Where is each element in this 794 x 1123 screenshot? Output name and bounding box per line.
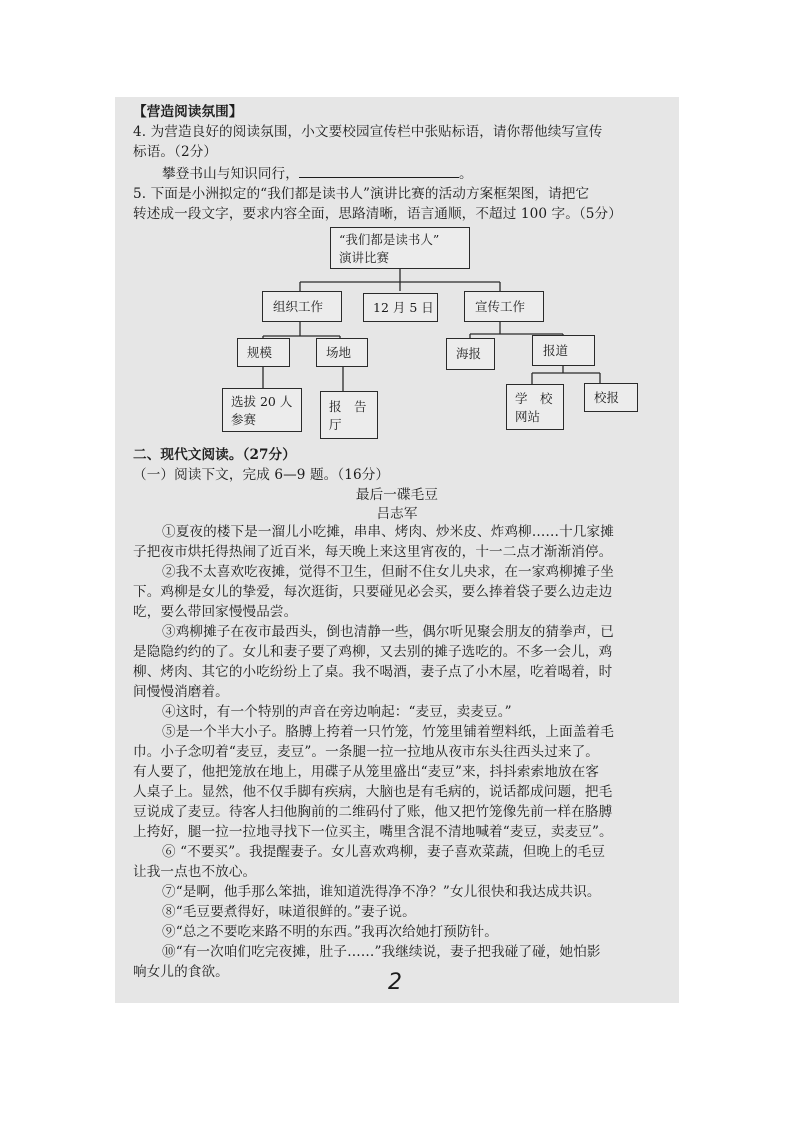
para-line: ①夏夜的楼下是一溜儿小吃摊，串串、烤肉、炒米皮、炸鸡柳……十几家摊 (162, 524, 614, 540)
diagram-select-box (222, 388, 302, 432)
para-line: ⑥ “不要买”。我提醒妻子。女儿喜欢鸡柳，妻子喜欢菜蔬，但晚上的毛豆 (162, 844, 606, 860)
para-line: 子把夜市烘托得热闹了近百米，每天晚上来这里宵夜的，十一二点才渐渐消停。 (133, 544, 613, 560)
select-line-2: 参赛 (231, 412, 257, 427)
web-line-1: 学 校 (515, 391, 553, 406)
para-line: ⑧“毛豆要煮得好，味道很鲜的。”妻子说。 (162, 904, 416, 920)
para-line: 响女儿的食欲。 (133, 964, 229, 980)
poster-label: 海报 (456, 346, 482, 361)
q4-line-1: 4. 为营造良好的阅读氛围，小文要校园宣传栏中张贴标语，请你帮他续写宣传 (133, 124, 603, 140)
hall-line-1: 报 告 (329, 399, 367, 414)
diagram-hall-box (320, 391, 378, 439)
para-line: ②我不太喜欢吃夜摊，觉得不卫生，但耐不住女儿央求，在一家鸡柳摊子坐 (162, 564, 614, 580)
diagram-root-box (330, 227, 470, 269)
diagram-venue-box (316, 338, 368, 367)
org-label: 组织工作 (273, 299, 324, 314)
para-line: ⑨“总之不要吃来路不明的东西。”我再次给她打预防针。 (162, 924, 498, 940)
hall-line-2: 厅 (329, 417, 342, 432)
diagram-org-box (262, 291, 342, 322)
para-line: 豆说成了麦豆。待客人扫他胸前的二维码付了账，他又把竹笼像先前一样在胳膊 (133, 804, 613, 820)
q5-line-2: 转述成一段文字，要求内容全面，思路清晰，语言通顺，不超过 100 字。（5分） (133, 206, 622, 222)
article-author: 吕志军 (376, 506, 418, 522)
q4-prompt: 攀登书山与知识同行， (162, 166, 299, 182)
para-line: ③鸡柳摊子在夜市最西头，倒也清静一些，偶尔听见聚会朋友的猜拳声，已 (162, 624, 614, 640)
para-line: 柳、烤肉、其它的小吃纷纷上了桌。我不喝酒，妻子点了小木屋，吃着喝着，时 (133, 664, 613, 680)
part2-heading: 二、现代文阅读。（27分） (133, 447, 296, 463)
web-line-2: 网站 (515, 409, 541, 424)
part2-subheading: （一）阅读下文，完成 6—9 题。（16分） (133, 467, 390, 483)
page-number: 2 (388, 970, 402, 995)
report-label: 报道 (543, 343, 569, 358)
q5-line-1: 5. 下面是小洲拟定的“我们都是读书人”演讲比赛的活动方案框架图，请把它 (133, 186, 590, 202)
date-label: 12 月 5 日 (373, 300, 434, 315)
diagram-web-box (506, 384, 564, 430)
para-line: 下。鸡柳是女儿的挚爱，每次逛街，只要碰见必会买，要么捧着袋子要么边走边 (133, 584, 613, 600)
promo-label: 宣传工作 (475, 299, 526, 314)
diagram-promo-box (464, 291, 544, 322)
q4-line-2: 标语。（2分） (133, 144, 218, 160)
section-heading: 【营造阅读氛围】 (133, 104, 243, 120)
para-line: ⑤是一个半大小子。胳膊上挎着一只竹笼，竹笼里铺着塑料纸，上面盖着毛 (162, 724, 614, 740)
diagram-model-box (237, 338, 290, 367)
para-line: 巾。小子念叨着“麦豆，麦豆”。一条腿一拉一拉地从夜市东头往西头过来了。 (133, 744, 599, 760)
q4-end: 。 (458, 166, 473, 182)
para-line: 是隐隐约约的了。女儿和妻子要了鸡柳，又去别的摊子选吃的。不多一会儿，鸡 (133, 644, 613, 660)
para-line: 间慢慢消磨着。 (133, 684, 229, 700)
diagram-date-box (363, 293, 438, 322)
diagram-report-box (532, 335, 595, 366)
diagram-poster-box (446, 338, 495, 370)
para-line: 上挎好，腿一拉一拉地寻找下一位买主，嘴里含混不清地喊着“麦豆，卖麦豆”。 (133, 824, 613, 840)
root-line-2: 演讲比赛 (339, 250, 390, 265)
root-line-1: “我们都是读书人” (339, 232, 440, 247)
select-line-1: 选拔 20 人 (231, 394, 293, 409)
venue-label: 场地 (326, 345, 352, 360)
para-line: ⑦“是啊，他手那么笨拙，谁知道洗得净不净？”女儿很快和我达成共识。 (162, 884, 601, 900)
para-line: 吃，要么带回家慢慢品尝。 (133, 604, 298, 620)
para-line: ④这时，有一个特别的声音在旁边响起：“麦豆，卖麦豆。” (162, 704, 512, 720)
article-title: 最后一碟毛豆 (355, 487, 439, 503)
diagram-newspaper-box (584, 383, 638, 412)
newspaper-label: 校报 (594, 390, 620, 405)
para-line: 有人要了，他把笼放在地上，用碟子从笼里盛出“麦豆”来，抖抖索索地放在客 (133, 764, 599, 780)
model-label: 规模 (247, 345, 273, 360)
para-line: ⑩“有一次咱们吃完夜摊，肚子……”我继续说，妻子把我碰了碰，她怕影 (162, 944, 601, 960)
para-line: 让我一点也不放心。 (133, 864, 257, 880)
para-line: 人桌子上。显然，他不仅手脚有疾病，大脑也是有毛病的，说话都成问题，把毛 (133, 784, 613, 800)
